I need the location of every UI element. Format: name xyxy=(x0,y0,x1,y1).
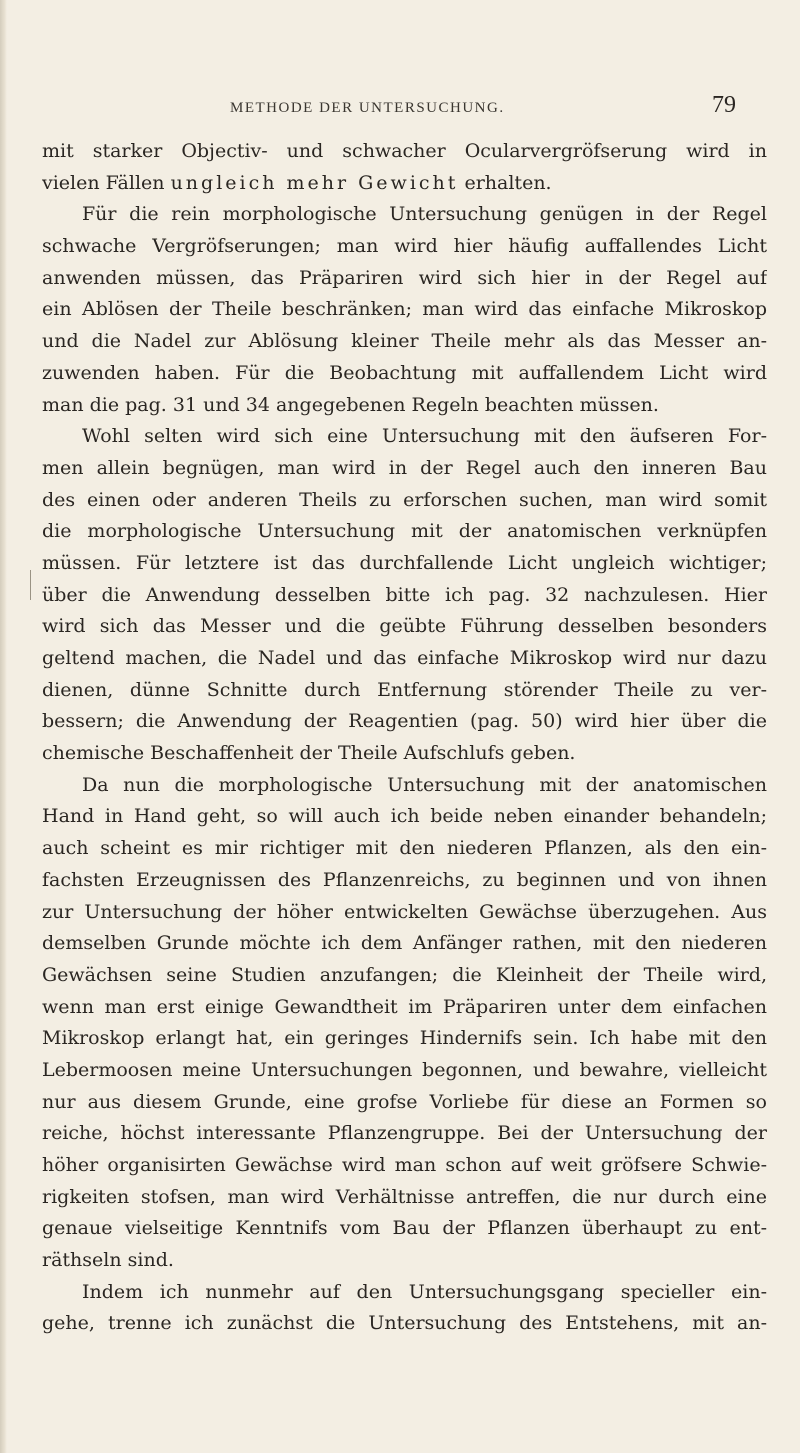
text-line: des einen oder anderen Theils zu erforschen suchen, man wird somit xyxy=(42,488,767,511)
text-fragment: vielen Fällen xyxy=(42,171,165,194)
text-line: räthseln sind. xyxy=(42,1249,174,1272)
text-line: ein Ablösen der Theile beschränken; man wird das einfache Mikroskop xyxy=(42,298,767,321)
text-line xyxy=(42,168,767,200)
page-edge-shadow xyxy=(0,0,7,1453)
text-line: Indem ich nunmehr auf den Untersuchungsgang specieller ein- xyxy=(82,1280,767,1303)
text-line: Für die rein morphologische Untersuchung genügen in der Regel xyxy=(82,203,767,226)
text-line: Lebermoosen meine Untersuchungen begonnen, und bewahre, vielleicht xyxy=(42,1058,767,1081)
text-line: mit starker Objectiv- und schwacher Ocularvergröfserung wird in xyxy=(42,140,767,162)
text-line: nur aus diesem Grunde, eine grofse Vorliebe für diese an Formen so xyxy=(42,1090,767,1113)
margin-mark xyxy=(30,570,31,600)
text-fragment: erhalten. xyxy=(464,171,552,194)
body-text xyxy=(42,136,767,1340)
text-line: geltend machen, die Nadel und das einfache Mikroskop wird nur dazu xyxy=(42,647,767,669)
text-line: Gewächsen seine Studien anzufangen; die Kleinheit der Theile wird, xyxy=(42,963,767,986)
page-header xyxy=(0,92,800,122)
text-line: Da nun die morphologische Untersuchung mit der anatomischen xyxy=(82,773,767,796)
text-line: und die Nadel zur Ablösung kleiner Theile mehr als das Messer an- xyxy=(42,330,767,353)
text-line: demselben Grunde möchte ich dem Anfänger rathen, mit den niederen xyxy=(42,932,767,955)
text-line: höher organisirten Gewächse wird man schon auf weit gröfsere Schwie- xyxy=(42,1154,767,1176)
text-line: rigkeiten stofsen, man wird Verhältnisse antreffen, die nur durch eine xyxy=(42,1185,767,1208)
page-number: 79 xyxy=(712,92,736,118)
text-line: men allein begnügen, man wird in der Regel auch den inneren Bau xyxy=(42,456,767,479)
text-line: fachsten Erzeugnissen des Pflanzenreichs, zu beginnen und von ihnen xyxy=(42,868,767,891)
text-line: schwache Vergröfserungen; man wird hier häufig auffallendes Licht xyxy=(42,235,767,258)
text-line: die morphologische Untersuchung mit der anatomischen verknüpfen xyxy=(42,520,767,543)
text-line: zur Untersuchung der höher entwickelten Gewächse überzugehen. Aus xyxy=(42,900,767,923)
emphasized-text: ungleich mehr Gewicht xyxy=(170,171,459,194)
text-line: anwenden müssen, das Präpariren wird sich hier in der Regel auf xyxy=(42,266,767,289)
text-line: wird sich das Messer und die geübte Führung desselben besonders xyxy=(42,615,767,638)
text-line: Hand in Hand geht, so will auch ich beide neben einander behandeln; xyxy=(42,805,767,828)
text-line: Wohl selten wird sich eine Untersuchung mit den äufseren For- xyxy=(82,425,767,448)
text-line: reiche, höchst interessante Pflanzengruppe. Bei der Untersuchung der xyxy=(42,1122,767,1145)
text-line: man die pag. 31 und 34 angegebenen Regeln beachten müssen. xyxy=(42,393,659,416)
text-line: gehe, trenne ich zunächst die Untersuchung des Entstehens, mit an- xyxy=(42,1312,767,1335)
text-line: auch scheint es mir richtiger mit den niederen Pflanzen, als den ein- xyxy=(42,837,767,860)
text-line: chemische Beschaffenheit der Theile Aufschlufs geben. xyxy=(42,742,576,765)
text-line: dienen, dünne Schnitte durch Entfernung störender Theile zu ver- xyxy=(42,678,767,701)
running-head: METHODE DER UNTERSUCHUNG. xyxy=(230,100,505,116)
text-line: genaue vielseitige Kenntnifs vom Bau der Pflanzen überhaupt zu ent- xyxy=(42,1217,767,1240)
text-line: zuwenden haben. Für die Beobachtung mit auffallendem Licht wird xyxy=(42,361,767,384)
text-line: müssen. Für letztere ist das durchfallende Licht ungleich wichtiger; xyxy=(42,551,767,574)
text-line: wenn man erst einige Gewandtheit im Präpariren unter dem einfachen xyxy=(42,995,767,1018)
text-line: bessern; die Anwendung der Reagentien (pag. 50) wird hier über die xyxy=(42,710,767,733)
text-line: über die Anwendung desselben bitte ich pag. 32 nachzulesen. Hier xyxy=(42,583,767,606)
text-line: Mikroskop erlangt hat, ein geringes Hindernifs sein. Ich habe mit den xyxy=(42,1027,767,1050)
